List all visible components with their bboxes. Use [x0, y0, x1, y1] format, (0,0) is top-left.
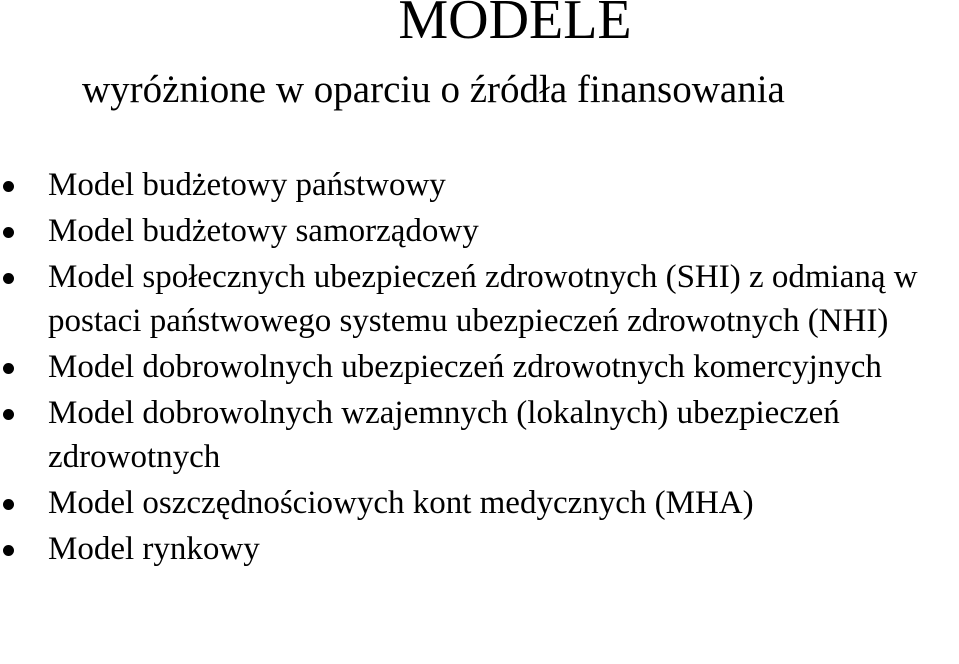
list-item-text: Model dobrowolnych ubezpieczeń zdrowotnych komercyjnych — [48, 349, 882, 385]
slide-title: MODELE — [398, 0, 632, 51]
list-item — [0, 527, 959, 571]
bullet-icon — [3, 273, 14, 284]
list-item-text: Model rynkowy — [48, 531, 260, 567]
bullet-icon — [3, 181, 14, 192]
list-item-text: Model społecznych ubezpieczeń zdrowotnych (SHI) z odmianą w postaci państwowego systemu ubezpieczeń zdrowotnych (NHI) — [48, 259, 918, 339]
bullet-icon — [3, 545, 14, 556]
list-item — [0, 209, 959, 253]
list-item-text: Model budżetowy państwowy — [48, 167, 446, 203]
bullet-icon — [3, 409, 14, 420]
bullet-icon — [3, 363, 14, 374]
list-item — [0, 255, 959, 343]
list-item — [0, 163, 959, 207]
bullet-icon — [3, 499, 14, 510]
list-item-text: Model dobrowolnych wzajemnych (lokalnych) ubezpieczeń zdrowotnych — [48, 395, 840, 475]
bullet-icon — [3, 227, 14, 238]
list-item — [0, 345, 959, 389]
list-item-text: Model budżetowy samorządowy — [48, 213, 479, 249]
list-item — [0, 481, 959, 525]
model-list — [0, 163, 959, 573]
list-item — [0, 391, 959, 479]
slide-subtitle: wyróżnione w oparciu o źródła finansowania — [82, 68, 785, 111]
list-item-text: Model oszczędnościowych kont medycznych (MHA) — [48, 485, 754, 521]
